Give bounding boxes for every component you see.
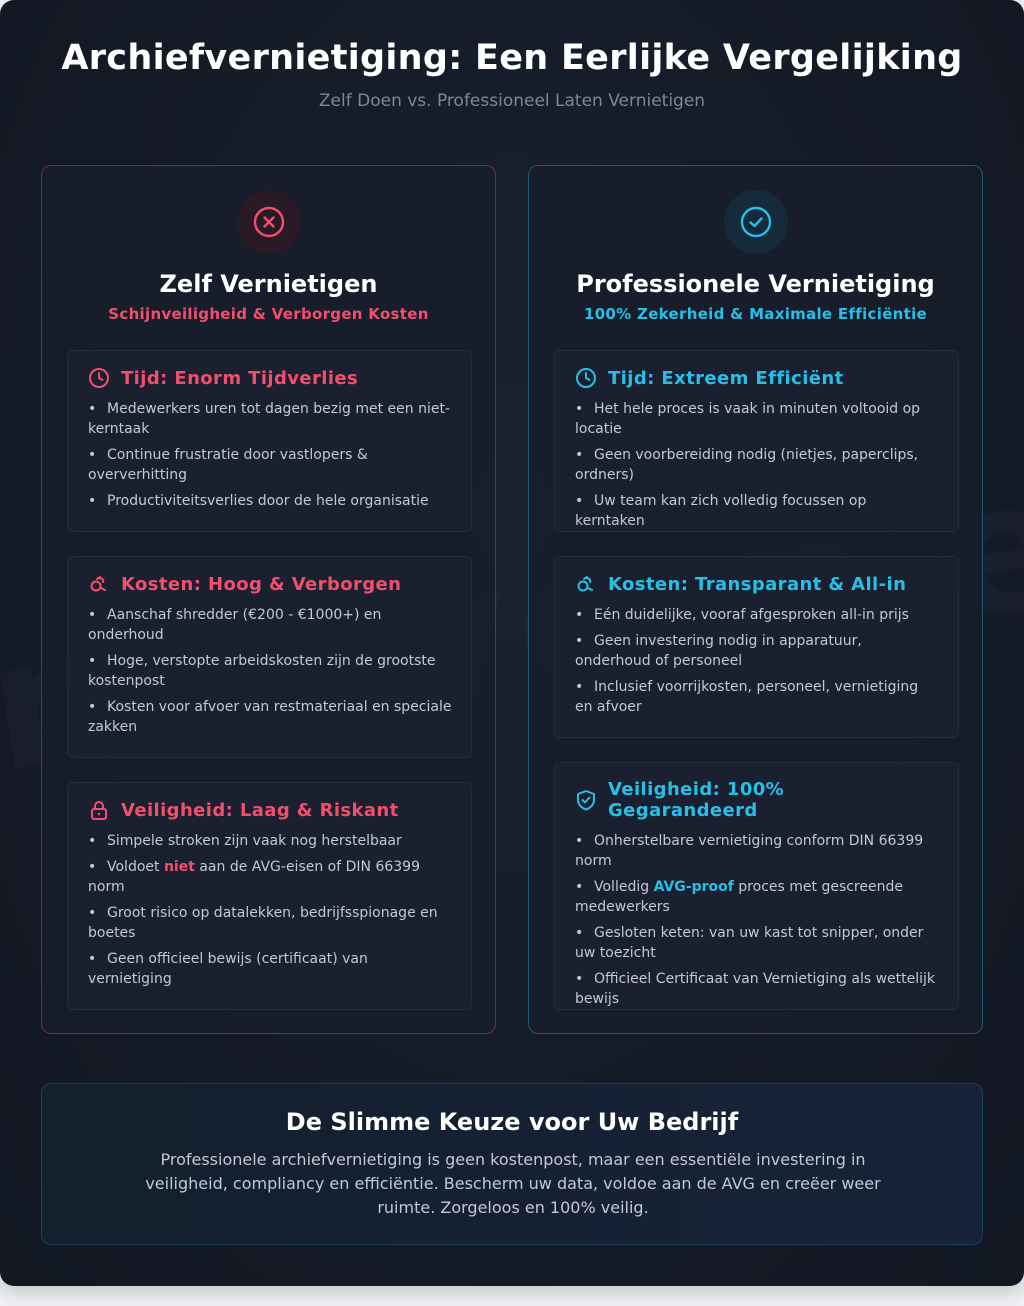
highlight-text: niet	[163, 859, 195, 875]
list-item-text: Eén duidelijke, vooraf afgesproken all-in prijs	[594, 607, 909, 623]
card-list	[88, 399, 453, 511]
bullet-dot: •	[88, 653, 97, 669]
list-item-text: Aanschaf shredder (€200 - €1000+) en onderhoud	[88, 607, 382, 643]
coins-icon	[88, 573, 110, 595]
list-item	[575, 491, 940, 531]
list-item	[88, 857, 453, 897]
list-item	[575, 677, 940, 717]
list-item-text: Geen officieel bewijs (certificaat) van vernietiging	[88, 951, 368, 987]
card-title: Tijd: Enorm Tijdverlies	[121, 367, 359, 389]
list-item-text: Volledig	[594, 879, 654, 895]
clock-icon	[575, 367, 597, 389]
list-item	[575, 399, 940, 439]
diy-column-title: Zelf Vernietigen	[159, 270, 378, 298]
page-subtitle: Zelf Doen vs. Professioneel Laten Vernietigen	[318, 91, 706, 111]
bullet-dot: •	[88, 401, 97, 417]
card-title: Veiligheid: Laag & Riskant	[121, 799, 399, 821]
diy-column	[41, 165, 496, 1034]
list-item-text: Continue frustratie door vastlopers & oververhitting	[88, 447, 368, 483]
list-item-text: Simpele stroken zijn vaak nog herstelbaar	[107, 833, 402, 849]
bullet-dot: •	[88, 493, 97, 509]
list-item-text: Gesloten keten: van uw kast tot snipper, onder uw toezicht	[575, 925, 924, 961]
list-item	[575, 631, 940, 671]
card-title: Veiligheid: 100% Gegarandeerd	[608, 779, 785, 821]
list-item	[575, 445, 940, 485]
list-item	[88, 903, 453, 943]
list-item-text: Voldoet	[107, 859, 164, 875]
bullet-dot: •	[88, 447, 97, 463]
pro-time-card	[554, 350, 959, 532]
list-item	[88, 605, 453, 645]
bullet-dot: •	[88, 905, 97, 921]
list-item	[88, 399, 453, 439]
card-title: Tijd: Extreem Efficiënt	[608, 367, 844, 389]
bullet-dot: •	[575, 633, 584, 649]
list-item-text: aan de AVG-eisen of DIN 66399 norm	[88, 859, 420, 895]
page-title: Archiefvernietiging: Een Eerlijke Vergelijking	[61, 38, 963, 78]
list-item-text: Hoge, verstopte arbeidskosten zijn de grootste kostenpost	[88, 653, 436, 689]
card-list	[575, 605, 940, 717]
list-item	[575, 923, 940, 963]
conclusion-box	[41, 1083, 983, 1245]
list-item	[88, 831, 453, 851]
diy-security-card	[67, 782, 472, 1010]
card-list	[88, 605, 453, 737]
bullet-dot: •	[575, 925, 584, 941]
list-item	[575, 605, 940, 625]
bullet-dot: •	[575, 833, 584, 849]
conclusion-text: Professionele archiefvernietiging is geen kostenpost, maar een essentiële investering in veiligheid, compliancy en efficiëntie. Bescherm uw data, voldoe aan de AVG en creëer weer ruimte. Zorgeloos en 100% veilig.	[145, 1150, 881, 1217]
bullet-dot: •	[575, 879, 584, 895]
professional-column	[528, 165, 983, 1034]
list-item-text: Onherstelbare vernietiging conform DIN 66399 norm	[575, 833, 924, 869]
list-item-text: Geen investering nodig in apparatuur, onderhoud of personeel	[575, 633, 862, 669]
diy-cost-card	[67, 556, 472, 758]
bullet-dot: •	[88, 607, 97, 623]
bullet-dot: •	[575, 607, 584, 623]
bullet-dot: •	[88, 951, 97, 967]
list-item	[88, 949, 453, 989]
list-item-text: Het hele proces is vaak in minuten voltooid op locatie	[575, 401, 921, 437]
card-title: Kosten: Hoog & Verborgen	[121, 573, 402, 595]
list-item	[88, 651, 453, 691]
diy-column-subtitle: Schijnveiligheid & Verborgen Kosten	[108, 305, 429, 323]
pro-security-card	[554, 762, 959, 1010]
list-item	[88, 445, 453, 485]
list-item	[575, 877, 940, 917]
card-list	[88, 831, 453, 989]
lock-icon	[88, 799, 110, 821]
bullet-dot: •	[575, 401, 584, 417]
bullet-dot: •	[88, 699, 97, 715]
list-item-text: Geen voorbereiding nodig (nietjes, paperclips, ordners)	[575, 447, 919, 483]
bullet-dot: •	[88, 833, 97, 849]
highlight-text: AVG-proof	[653, 879, 734, 895]
professional-column-title: Professionele Vernietiging	[576, 270, 935, 298]
bullet-dot: •	[575, 679, 584, 695]
list-item-text: Officieel Certificaat van Vernietiging als wettelijk bewijs	[575, 971, 936, 1007]
bullet-dot: •	[575, 971, 584, 987]
x-circle-icon	[237, 190, 301, 254]
list-item-text: Inclusief voorrijkosten, personeel, vernietiging en afvoer	[575, 679, 919, 715]
professional-column-subtitle: 100% Zekerheid & Maximale Efficiëntie	[583, 305, 928, 323]
list-item-text: Uw team kan zich volledig focussen op kerntaken	[575, 493, 867, 529]
bullet-dot: •	[575, 447, 584, 463]
diy-time-card	[67, 350, 472, 532]
shield-check-icon	[575, 789, 597, 811]
list-item-text: Medewerkers uren tot dagen bezig met een niet-kerntaak	[88, 401, 451, 437]
pro-cost-card	[554, 556, 959, 738]
list-item	[575, 831, 940, 871]
clock-icon	[88, 367, 110, 389]
card-title: Kosten: Transparant & All-in	[608, 573, 907, 595]
check-circle-icon	[724, 190, 788, 254]
bullet-dot: •	[575, 493, 584, 509]
coins-icon	[575, 573, 597, 595]
conclusion-title: De Slimme Keuze voor Uw Bedrijf	[285, 1108, 739, 1136]
list-item-text: proces met gescreende medewerkers	[575, 879, 903, 915]
list-item-text: Kosten voor afvoer van restmateriaal en speciale zakken	[88, 699, 452, 735]
list-item-text: Productiviteitsverlies door de hele organisatie	[107, 493, 429, 509]
list-item	[88, 491, 453, 511]
list-item-text: Groot risico op datalekken, bedrijfsspionage en boetes	[88, 905, 438, 941]
card-list	[575, 831, 940, 1009]
list-item	[88, 697, 453, 737]
card-list	[575, 399, 940, 531]
list-item	[575, 969, 940, 1009]
bullet-dot: •	[88, 859, 97, 875]
